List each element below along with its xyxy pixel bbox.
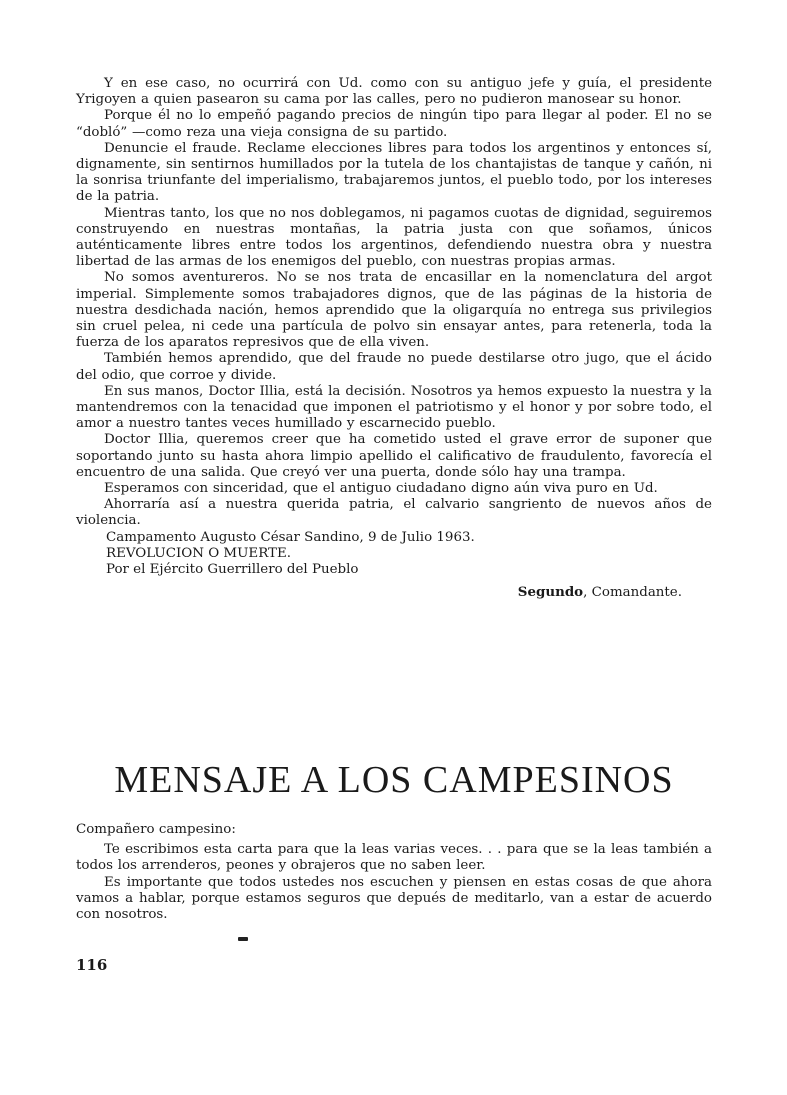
- letter-paragraph-9: Esperamos con sinceridad, que el antiguo ciudadano digno aún viva puro en Ud.: [104, 481, 658, 497]
- letter-paragraph-7: En sus manos, Doctor Illia, está la decisión. Nosotros ya hemos expuesto la nuestra y la mantendremos con la tenacidad que imponen el patriotismo y el honor y por sobre todo, el amor a nuestro tantes veces humillado y escarnecido pueblo.: [76, 383, 712, 432]
- signature: [76, 584, 712, 601]
- signature-rank: , Comandante.: [583, 585, 682, 601]
- signature-name: Segundo: [517, 584, 584, 601]
- letter-paragraph-1: Y en ese caso, no ocurrirá con Ud. como con su antiguo jefe y guía, el presidente Yrigoyen a quien pasearon su cama por las calles, pero no pudieron manosear su honor.: [76, 76, 712, 108]
- slogan: REVOLUCION O MUERTE.: [106, 545, 292, 561]
- sender-line: Por el Ejército Guerrillero del Pueblo: [106, 562, 359, 578]
- letter-paragraph-8: Doctor Illia, queremos creer que ha cometido usted el grave error de suponer que soportando junto su hasta ahora limpio apellido el calificativo de fraudulento, favorecía el encuentro de una salida. Que creyó ver una puerta, donde sólo hay una trampa.: [76, 432, 712, 480]
- section-heading: MENSAJE A LOS CAMPESINOS: [114, 759, 674, 801]
- letter-paragraph-2: Porque él no lo empeñó pagando precios de ningún tipo para llegar al poder. El no se “dobló” —como reza una vieja consigna de su partido.: [76, 108, 712, 140]
- ink-mark: [238, 937, 248, 941]
- letter-body: [76, 76, 712, 602]
- letter-paragraph-6: También hemos aprendido, que del fraude no puede destilarse otro jugo, que el ácido del odio, que corroe y divide.: [76, 351, 712, 383]
- letter-paragraph-4: Mientras tanto, los que no nos doblegamos, ni pagamos cuotas de dignidad, seguiremos construyendo en nuestras montañas, la patria justa con que soñamos, únicos auténticamente libres entre todos los argentinos, defendiendo nuestra obra y nuestra libertad de las armas de los enemigos del pueblo, con nuestras propias armas.: [76, 205, 712, 270]
- salutation: Compañero campesino:: [76, 822, 236, 837]
- page-number: 116: [76, 956, 108, 974]
- letter-paragraph-3: Denuncie el fraude. Reclame elecciones libres para todos los argentinos y entonces sí, dignamente, sin sentirnos humillados por la tutela de los chantajistas de tanque y cañón, ni la sonrisa triunfante del imperialismo, trabajaremos juntos, el pueblo todo, por los intereses de la patria.: [76, 140, 712, 205]
- letter-closing: [76, 530, 712, 602]
- message-paragraph-2: Es importante que todos ustedes nos escuchen y piensen en estas cosas de que ahora vamos a hablar, porque estamos seguros que depués de meditarlo, van a estar de acuerdo con nosotros.: [76, 874, 712, 923]
- place-date: Campamento Augusto César Sandino, 9 de Julio 1963.: [106, 529, 475, 545]
- message-body: [76, 822, 712, 923]
- letter-paragraph-5: No somos aventureros. No se nos trata de encasillar en la nomenclatura del argot imperial. Simplemente somos trabajadores dignos, que de las páginas de la historia de nuestra desdichada nación, hemos aprendido que la oligarquía no entrega sus privilegios sin cruel pelea, ni cede una partícula de polvo sin ensayar antes, para retenerla, toda la fuerza de los aparatos represivos que de ella viven.: [76, 270, 712, 351]
- message-paragraph-1: Te escribimos esta carta para que la leas varias veces. . . para que se la leas también a todos los arrenderos, peones y obrajeros que no saben leer.: [76, 842, 712, 874]
- letter-paragraph-10: Ahorraría así a nuestra querida patria, el calvario sangriento de nuevos años de violencia.: [76, 497, 712, 529]
